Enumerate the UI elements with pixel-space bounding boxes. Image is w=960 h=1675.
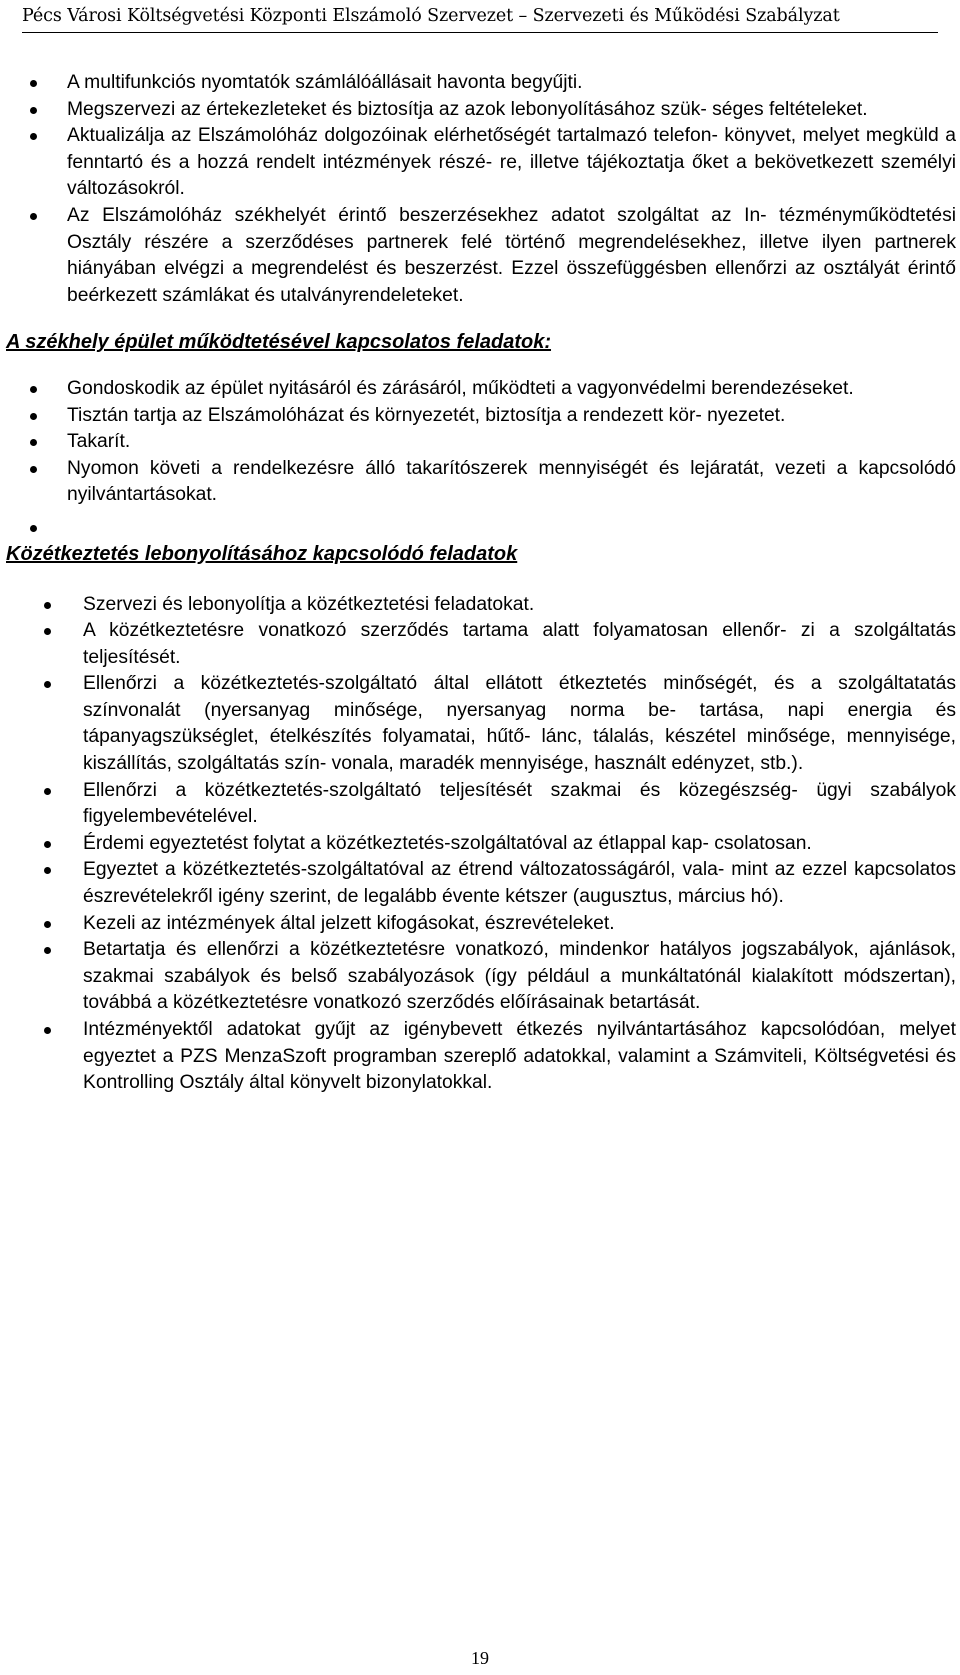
list-item: Gondoskodik az épület nyitásáról és zárásáról, működteti a vagyonvédelmi berendezéseket. bbox=[0, 376, 960, 403]
list-item: Takarít. bbox=[0, 429, 960, 456]
empty-bullet bbox=[0, 515, 960, 541]
list-item: Megszervezi az értekezleteket és biztosítja az azok lebonyolításához szük- séges feltételeket. bbox=[0, 97, 960, 124]
page-number: 19 bbox=[471, 1648, 489, 1668]
section-heading-building-operation: A székhely épület működtetésével kapcsolatos feladatok: bbox=[6, 331, 552, 354]
list-item: A közétkeztetésre vonatkozó szerződés tartama alatt folyamatosan ellenőr- zi a szolgáltatás teljesítését. bbox=[0, 618, 960, 671]
running-header: Pécs Városi Költségvetési Központi Elszámoló Szervezet – Szervezeti és Működési Szabályzat bbox=[22, 6, 938, 33]
list-item: Érdemi egyeztetést folytat a közétkeztetés-szolgáltatóval az étlappal kap- csolatosan. bbox=[0, 831, 960, 858]
list-item: Betartatja és ellenőrzi a közétkeztetésre vonatkozó, mindenkor hatályos jogszabályok, ajánlások, szakmai szabályok és belső szabályozások (így például a munkáltatónál kialakított módszertan), továbbá a közétkeztetésre vonatkozó szerződés előírásainak betartását. bbox=[0, 937, 960, 1017]
list-item: Kezeli az intézmények által jelzett kifogásokat, észrevételeket. bbox=[0, 911, 960, 938]
task-list-catering bbox=[0, 592, 960, 1097]
section-heading-catering: Közétkeztetés lebonyolításához kapcsolódó feladatok bbox=[6, 542, 518, 565]
list-item: Szervezi és lebonyolítja a közétkeztetési feladatokat. bbox=[0, 592, 960, 619]
list-item: Tisztán tartja az Elszámolóházat és környezetét, biztosítja a rendezett kör- nyezetet. bbox=[0, 403, 960, 430]
list-item: Az Elszámolóház székhelyét érintő beszerzésekhez adatot szolgáltat az In- tézményműködtetési Osztály részére a szerződéses partnerek felé történő megrendelésekhez, illetve ilyen partnerek hiányában elvégzi a megrendelést és beszerzést. Ezzel összefüggésben ellenőrzi az osztályát érintő beérkezett számlákat és utalványrendeleteket. bbox=[0, 203, 960, 309]
list-item: Nyomon követi a rendelkezésre álló takarítószerek mennyiségét és lejáratát, vezeti a kapcsolódó nyilvántartásokat. bbox=[0, 456, 960, 509]
list-item: Ellenőrzi a közétkeztetés-szolgáltató teljesítését szakmai és közegészség- ügyi szabályok figyelembevételével. bbox=[0, 778, 960, 831]
task-list-general bbox=[0, 70, 960, 309]
list-item: Intézményektől adatokat gyűjt az igénybevett étkezés nyilvántartásához kapcsolódóan, melyet egyeztet a PZS MenzaSzoft programban szereplő adatokkal, valamint a Számviteli, Költségvetési és Kontrolling Osztály által könyvelt bizonylatokkal. bbox=[0, 1017, 960, 1097]
list-item: A multifunkciós nyomtatók számlálóállásait havonta begyűjti. bbox=[0, 70, 960, 97]
task-list-building bbox=[0, 376, 960, 509]
document-body bbox=[0, 70, 960, 1097]
list-item: Aktualizálja az Elszámolóház dolgozóinak elérhetőségét tartalmazó telefon- könyvet, melyet megküld a fenntartó és a hozzá rendelt intézmények részé- re, illetve tájékoztatja őket a bekövetkezett személyi változásokról. bbox=[0, 123, 960, 203]
list-item: Ellenőrzi a közétkeztetés-szolgáltató által ellátott étkeztetés minőségét, és a szolgáltatatás színvonalát (nyersanyag minősége, nyersanyag norma be- tartása, napi energia és tápanyagszükséglet, ételkészítés folyamatai, hűtő- lánc, tálalás, készétel minősége, mennyisége, kiszállítás, szolgáltatás szín- vonala, maradék mennyisége, használt edényzet, stb.). bbox=[0, 671, 960, 777]
list-item: Egyeztet a közétkeztetés-szolgáltatóval az étrend változatosságáról, vala- mint az ezzel kapcsolatos észrevételekről igény szerint, de legalább évente kétszer (augusztus, március hó). bbox=[0, 857, 960, 910]
